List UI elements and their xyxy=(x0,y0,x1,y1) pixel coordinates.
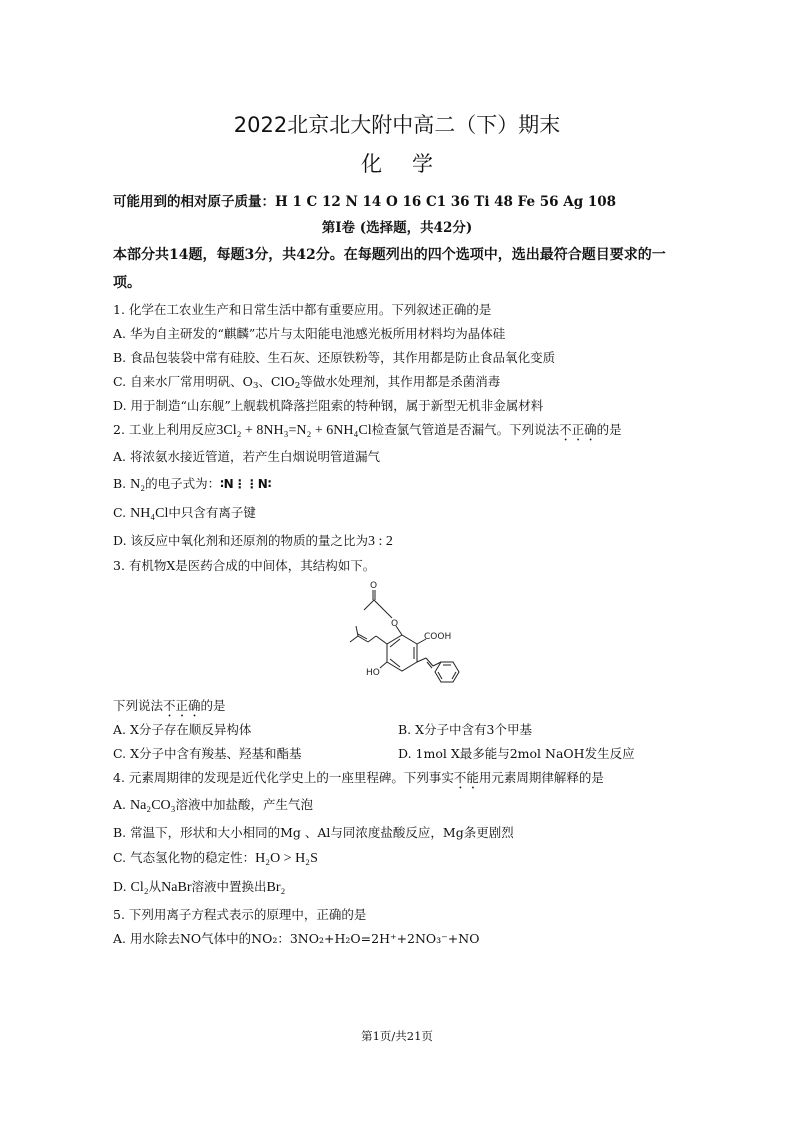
label-ho: HO xyxy=(366,668,380,678)
q4-d-f1: Cl₂ xyxy=(130,880,149,895)
q2-option-c xyxy=(113,503,256,522)
q2-c-post: 中只含有离子键 xyxy=(168,505,256,520)
q4-a-formula: Na₂CO₃ xyxy=(129,798,176,813)
q4-d-pre: D. xyxy=(113,879,131,894)
label-cooh: COOH xyxy=(424,632,452,642)
q2-b-pre: B. xyxy=(113,476,131,491)
bond xyxy=(390,639,400,647)
q2-b-mid: 的电子式为： xyxy=(145,476,221,491)
q3-option-b: B. X分子中含有3个甲基 xyxy=(398,722,532,737)
q4-c-formula: H₂O > H₂S xyxy=(255,851,318,866)
exam-subject: 化学 xyxy=(361,152,463,176)
page-footer: 第1页/共21页 xyxy=(361,1029,433,1043)
bond xyxy=(427,662,432,668)
q2-option-a: A. 将浓氨水接近管道，若产生白烟说明管道漏气 xyxy=(113,449,380,464)
bond xyxy=(368,636,376,642)
q3-prompt xyxy=(113,696,226,720)
q1-stem: 1. 化学在工农业生产和日常生活中都有重要应用。下列叙述正确的是 xyxy=(113,302,492,317)
bond xyxy=(376,636,387,644)
q2-stem xyxy=(113,420,622,444)
q3-option-a: A. X分子存在顺反异构体 xyxy=(113,722,252,737)
q4-stem-pre: 4. 元素周期律的发现是近代化学史上的一座里程碑。下列事实 xyxy=(113,770,454,785)
q3-prompt-end: 的是 xyxy=(200,698,226,713)
q2-b-formula: N₂ xyxy=(130,477,146,492)
q2-stem-pre: 2. 工业上利用反应 xyxy=(113,422,217,437)
q2-equation: 3Cl₂ + 8NH₃=N₂ + 6NH₄Cl xyxy=(216,423,372,438)
bond xyxy=(384,610,392,618)
q4-d-f3: Br₂ xyxy=(266,880,286,895)
label-ester-o: O xyxy=(391,619,399,629)
q3-prompt-emph: 不正确 xyxy=(163,698,201,713)
n2-electron-formula: ∶N⋮⋮N∶ xyxy=(220,477,272,491)
exam-title: 2022北京北大附中高二（下）期末 xyxy=(233,113,561,137)
label-carbonyl-o: O xyxy=(370,581,378,591)
bond xyxy=(417,658,426,662)
q1-option-b: B. 食品包装袋中常有硅胶、生石灰、还原铁粉等，其作用都是防止食品氧化变质 xyxy=(113,350,556,365)
structure-diagram xyxy=(330,578,470,690)
q2-stem-post: 检查氯气管道是否漏气。下列说法 xyxy=(371,422,560,437)
bond xyxy=(390,659,400,667)
q4-d-f2: NaBr xyxy=(161,880,192,895)
q1-c-post: 等做水处理剂，其作用都是杀菌消毒 xyxy=(300,374,501,389)
q4-d-mid1: 从 xyxy=(148,879,162,894)
q1-option-c: C. 自来水厂常用明矾、$O_3$、ClO$_2$等做水处理剂，其作用都是杀菌消毒 xyxy=(113,374,501,391)
bond xyxy=(374,600,384,610)
q4-option-c xyxy=(113,848,318,867)
q3-stem: 3. 有机物X是医药合成的中间体，其结构如下。 xyxy=(113,558,376,573)
q4-option-a xyxy=(113,795,313,814)
benzene-ring xyxy=(387,635,417,671)
q4-c-pre: C. 气态氢化物的稳定性： xyxy=(113,850,256,865)
instructions: 本部分共14题，每题3分，共42分。在每题列出的四个选项中，选出最符合题目要求的一项。 xyxy=(113,247,666,291)
q2-d-ratio: 3 : 2 xyxy=(368,534,393,549)
bond xyxy=(356,626,358,636)
q4-d-mid2: 溶液中置换出 xyxy=(191,879,267,894)
q1-option-a: A. 华为自主研发的“麒麟”芯片与太阳能电池感光板所用材料均为晶体硅 xyxy=(113,326,506,341)
q4-stem-end: 用元素周期律解释的是 xyxy=(478,770,604,785)
q2-option-b xyxy=(113,474,271,493)
q4-option-b: B. 常温下，形状和大小相同的Mg 、Al与同浓度盐酸反应，Mg条更剧烈 xyxy=(113,825,514,840)
q3-prompt-pre: 下列说法 xyxy=(113,698,164,713)
bond xyxy=(350,636,358,642)
q1-option-d: D. 用于制造“山东舰”上舰载机降落拦阻索的特种钢，属于新型无机非金属材料 xyxy=(113,398,544,413)
q2-stem-emph: 不正确 xyxy=(559,422,597,437)
q4-stem xyxy=(113,768,604,792)
bond xyxy=(364,600,374,610)
q4-option-d xyxy=(113,877,285,896)
q5-option-a: A. 用水除去NO气体中的NO₂：3NO₂+H₂O=2H⁺+2NO₃⁻+NO xyxy=(113,931,480,946)
q2-option-d xyxy=(113,531,393,550)
bond xyxy=(380,662,387,668)
q2-c-pre: C. xyxy=(113,505,131,520)
q3-option-d: D. 1mol X最多能与2mol NaOH发生反应 xyxy=(398,746,635,761)
q2-c-formula: NH₄Cl xyxy=(130,506,169,521)
atomic-masses: 可能用到的相对原子质量：H 1 C 12 N 14 O 16 C1 36 Ti 48 Fe 56 Ag 108 xyxy=(113,194,617,210)
q1-c-pre: C. 自来水厂常用明矾、O xyxy=(113,374,253,389)
q2-stem-end: 的是 xyxy=(596,422,622,437)
q4-a-pre: A. xyxy=(113,797,130,812)
q4-stem-emph: 不能 xyxy=(453,770,479,785)
q5-stem: 5. 下列用离子方程式表示的原理中，正确的是 xyxy=(113,907,367,922)
q2-d-pre: D. 该反应中氧化剂和还原剂的物质的量之比为 xyxy=(113,533,369,548)
section-title: 第I卷 (选择题，共42分) xyxy=(321,220,473,236)
q3-option-c: C. X分子中含有羧基、羟基和酯基 xyxy=(113,746,302,761)
q4-a-post: 溶液中加盐酸，产生气泡 xyxy=(175,797,314,812)
q1-c-mid: 、ClO xyxy=(258,374,295,389)
